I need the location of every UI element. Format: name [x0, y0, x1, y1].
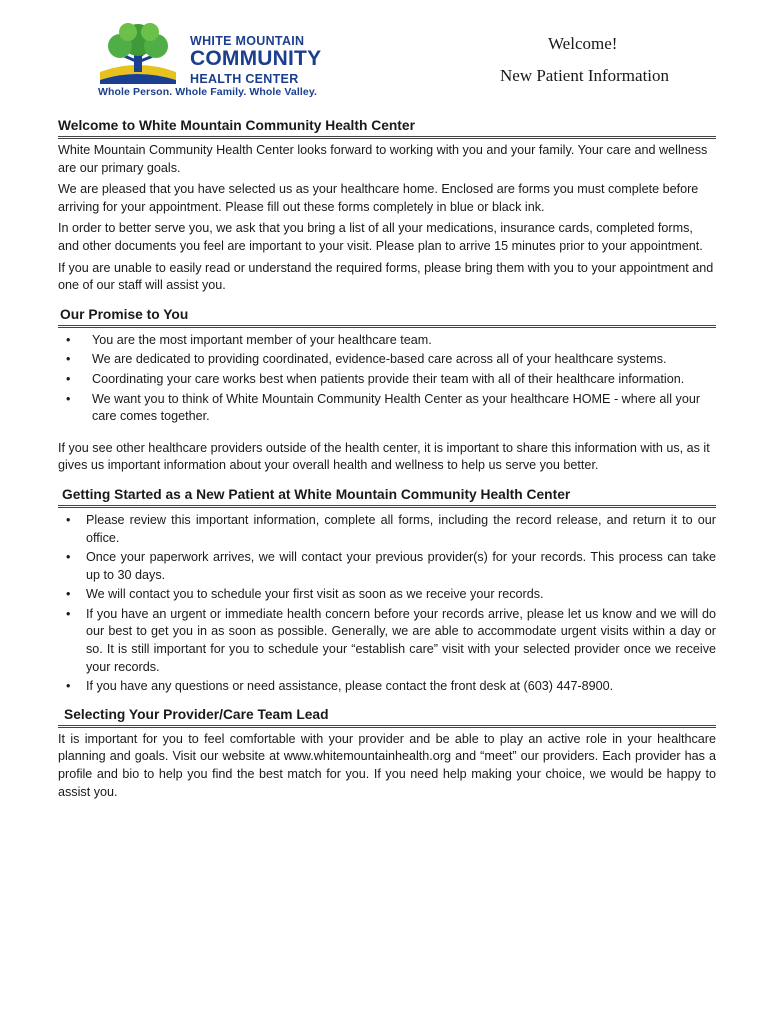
page-subtitle: New Patient Information — [500, 66, 670, 85]
list-item — [58, 512, 716, 547]
paragraph: It is important for you to feel comfortable with your provider and be able to play an active role in your healthcare planning and goals. Visit our website at www.whitemountainhealth.org and “meet” our providers. Each provider has a profile and bio to help you find the best match for you. If you need help making your choice, we would be happy to assist you. — [58, 731, 716, 799]
paragraph: If you see other healthcare providers outside of the health center, it is important to share this information with us, as it gives us important information about your overall health and wellness to help us serve you better. — [58, 440, 710, 473]
bullet-icon: • — [66, 679, 71, 694]
list-item — [58, 391, 716, 426]
bullet-icon: • — [66, 371, 71, 386]
section-heading-welcome: Welcome to White Mountain Community Health Center — [58, 116, 716, 139]
bullet-icon: • — [66, 550, 71, 565]
logo-line-2: COMMUNITY — [190, 47, 322, 70]
list-item — [58, 351, 716, 369]
section-heading-provider: Selecting Your Provider/Care Team Lead — [58, 705, 716, 728]
bullet-icon: • — [66, 512, 71, 527]
section-heading-getting-started: Getting Started as a New Patient at White Mountain Community Health Center — [58, 485, 716, 508]
list-item-text: We are dedicated to providing coordinated, evidence-based care across all of your healthcare systems. — [92, 352, 667, 367]
paragraph: White Mountain Community Health Center looks forward to working with you and your family. Your care and wellness are our primary goals. — [58, 143, 708, 175]
list-item-text: Once your paperwork arrives, we will contact your previous provider(s) for your records. This process can take up to 30 days. — [86, 550, 716, 582]
organization-logo — [98, 22, 322, 100]
list-item — [58, 586, 716, 604]
list-item-text: We will contact you to schedule your first visit as soon as we receive your records. — [86, 587, 544, 602]
list-item-text: Please review this important information, complete all forms, including the record release, and return it to our office. — [86, 512, 716, 545]
bullet-icon: • — [66, 606, 71, 621]
logo-line-3: HEALTH CENTER — [190, 72, 299, 86]
bullet-icon: • — [66, 587, 71, 602]
logo-tagline: Whole Person. Whole Family. Whole Valley. — [98, 86, 318, 98]
list-item-text: You are the most important member of your healthcare team. — [92, 332, 432, 347]
page-title: Welcome! — [548, 34, 618, 53]
bullet-icon: • — [66, 352, 71, 367]
bullet-icon: • — [66, 332, 71, 347]
document-body — [58, 116, 716, 805]
list-item — [58, 606, 716, 676]
list-item-text: Coordinating your care works best when patients provide their team with all of their healthcare information. — [92, 371, 685, 386]
paragraph: We are pleased that you have selected us as your healthcare home. Enclosed are forms you must complete before arriving for your appointment. Please fill out these forms completely in blue or black ink. — [58, 182, 699, 214]
list-item-text: If you have an urgent or immediate health concern before your records arrive, please let us know and we will do our best to get you in as soon as possible. Generally, we are able to accommodate urgent visits within a day or so. It is still important for you to schedule your “establish care” visit with your selected provider once we receive your records. — [86, 606, 716, 674]
tree-logo-icon — [98, 22, 178, 86]
bullet-icon: • — [66, 391, 71, 406]
paragraph: In order to better serve you, we ask that you bring a list of all your medications, insurance cards, completed forms, and other documents you feel are important to your visit. Please plan to arrive 15 minutes prior to your appointment. — [58, 221, 703, 253]
section-heading-promise: Our Promise to You — [58, 305, 716, 328]
list-item-text: If you have any questions or need assistance, please contact the front desk at (603) 447-8900. — [86, 679, 614, 694]
list-item — [58, 678, 716, 696]
list-item — [58, 549, 716, 584]
logo-line-1: WHITE MOUNTAIN — [190, 34, 305, 48]
getting-started-list — [58, 512, 716, 696]
paragraph: If you are unable to easily read or understand the required forms, please bring them with you to your appointment and one of our staff will assist you. — [58, 260, 714, 293]
promise-list — [58, 332, 716, 426]
list-item-text: We want you to think of White Mountain Community Health Center as your healthcare HOME - where all your care comes together. — [92, 391, 701, 424]
list-item — [58, 332, 716, 350]
list-item — [58, 371, 716, 389]
